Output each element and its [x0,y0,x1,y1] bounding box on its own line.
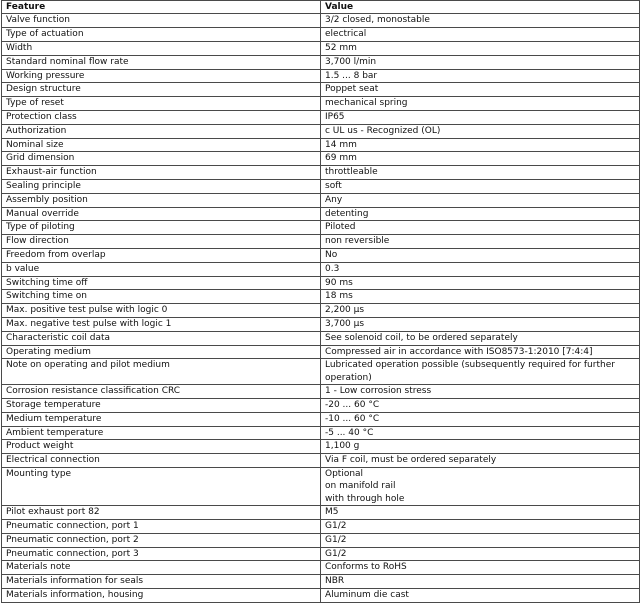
feature-cell: Width [2,42,321,56]
table-row [2,398,640,412]
feature-cell: Flow direction [2,235,321,249]
feature-cell: Protection class [2,110,321,124]
value-cell: G1/2 [321,547,640,561]
table-row [2,467,640,505]
table-row [2,179,640,193]
value-cell: Any [321,193,640,207]
feature-cell: Pilot exhaust port 82 [2,506,321,520]
table-row [2,412,640,426]
value-cell: 3,700 µs [321,317,640,331]
value-cell: 3/2 closed, monostable [321,14,640,28]
feature-cell: Type of actuation [2,28,321,42]
value-cell: NBR [321,575,640,589]
table-row [2,290,640,304]
table-row [2,304,640,318]
table-row [2,110,640,124]
table-row [2,331,640,345]
feature-cell: Max. negative test pulse with logic 1 [2,317,321,331]
feature-cell: Switching time on [2,290,321,304]
feature-cell: Design structure [2,83,321,97]
table-row [2,166,640,180]
value-cell: c UL us - Recognized (OL) [321,124,640,138]
value-cell: 69 mm [321,152,640,166]
feature-cell: Sealing principle [2,179,321,193]
value-cell: G1/2 [321,533,640,547]
value-cell: 18 ms [321,290,640,304]
table-row [2,426,640,440]
feature-cell: Characteristic coil data [2,331,321,345]
table-row [2,588,640,602]
table-row [2,138,640,152]
table-row [2,454,640,468]
value-cell: Piloted [321,221,640,235]
feature-cell: Mounting type [2,467,321,505]
spec-table [1,0,640,603]
table-row [2,55,640,69]
feature-cell: Max. positive test pulse with logic 0 [2,304,321,318]
feature-cell: Grid dimension [2,152,321,166]
feature-cell: Type of piloting [2,221,321,235]
feature-cell: Manual override [2,207,321,221]
feature-cell: Ambient temperature [2,426,321,440]
spec-table-body [2,14,640,602]
value-cell: 0.3 [321,262,640,276]
value-cell: Compressed air in accordance with ISO8573-1:2010 [7:4:4] [321,345,640,359]
value-column-header: Value [321,1,640,14]
value-cell: 1.5 ... 8 bar [321,69,640,83]
feature-column-header: Feature [2,1,321,14]
table-row [2,248,640,262]
value-cell: -10 ... 60 °C [321,412,640,426]
feature-cell: Standard nominal flow rate [2,55,321,69]
value-cell: 14 mm [321,138,640,152]
table-row [2,83,640,97]
value-cell: 1,100 g [321,440,640,454]
feature-cell: Operating medium [2,345,321,359]
feature-cell: Authorization [2,124,321,138]
table-row [2,345,640,359]
feature-cell: Working pressure [2,69,321,83]
value-cell: Conforms to RoHS [321,561,640,575]
table-row [2,97,640,111]
value-cell: Via F coil, must be ordered separately [321,454,640,468]
header-row [2,1,640,14]
feature-cell: Switching time off [2,276,321,290]
feature-cell: b value [2,262,321,276]
table-row [2,193,640,207]
feature-cell: Materials information for seals [2,575,321,589]
value-cell: 2,200 µs [321,304,640,318]
table-row [2,385,640,399]
value-cell: soft [321,179,640,193]
table-row [2,533,640,547]
feature-cell: Materials information, housing [2,588,321,602]
table-row [2,152,640,166]
feature-cell: Pneumatic connection, port 1 [2,519,321,533]
value-cell: electrical [321,28,640,42]
table-row [2,28,640,42]
value-cell: Aluminum die cast [321,588,640,602]
feature-cell: Valve function [2,14,321,28]
table-row [2,207,640,221]
value-cell: 52 mm [321,42,640,56]
feature-cell: Product weight [2,440,321,454]
table-row [2,235,640,249]
value-cell: 90 ms [321,276,640,290]
feature-cell: Materials note [2,561,321,575]
table-row [2,69,640,83]
table-row [2,221,640,235]
table-row [2,317,640,331]
table-row [2,547,640,561]
value-cell: M5 [321,506,640,520]
value-cell: throttleable [321,166,640,180]
value-cell: 3,700 l/min [321,55,640,69]
feature-cell: Freedom from overlap [2,248,321,262]
feature-cell: Assembly position [2,193,321,207]
feature-cell: Electrical connection [2,454,321,468]
table-row [2,506,640,520]
table-row [2,14,640,28]
value-cell: G1/2 [321,519,640,533]
value-cell: -5 ... 40 °C [321,426,640,440]
feature-cell: Pneumatic connection, port 3 [2,547,321,561]
value-cell: See solenoid coil, to be ordered separately [321,331,640,345]
table-row [2,359,640,385]
feature-cell: Storage temperature [2,398,321,412]
value-cell: Optional on manifold rail with through hole [321,467,640,505]
feature-cell: Note on operating and pilot medium [2,359,321,385]
table-row [2,519,640,533]
table-row [2,575,640,589]
feature-cell: Pneumatic connection, port 2 [2,533,321,547]
table-row [2,276,640,290]
table-row [2,42,640,56]
value-cell: 1 - Low corrosion stress [321,385,640,399]
value-cell: No [321,248,640,262]
feature-cell: Nominal size [2,138,321,152]
value-cell: Lubricated operation possible (subsequently required for further operation) [321,359,640,385]
value-cell: detenting [321,207,640,221]
feature-cell: Corrosion resistance classification CRC [2,385,321,399]
value-cell: Poppet seat [321,83,640,97]
value-cell: IP65 [321,110,640,124]
feature-cell: Type of reset [2,97,321,111]
feature-cell: Medium temperature [2,412,321,426]
feature-cell: Exhaust-air function [2,166,321,180]
value-cell: -20 ... 60 °C [321,398,640,412]
value-cell: non reversible [321,235,640,249]
table-row [2,561,640,575]
value-cell: mechanical spring [321,97,640,111]
table-row [2,124,640,138]
table-row [2,440,640,454]
table-row [2,262,640,276]
